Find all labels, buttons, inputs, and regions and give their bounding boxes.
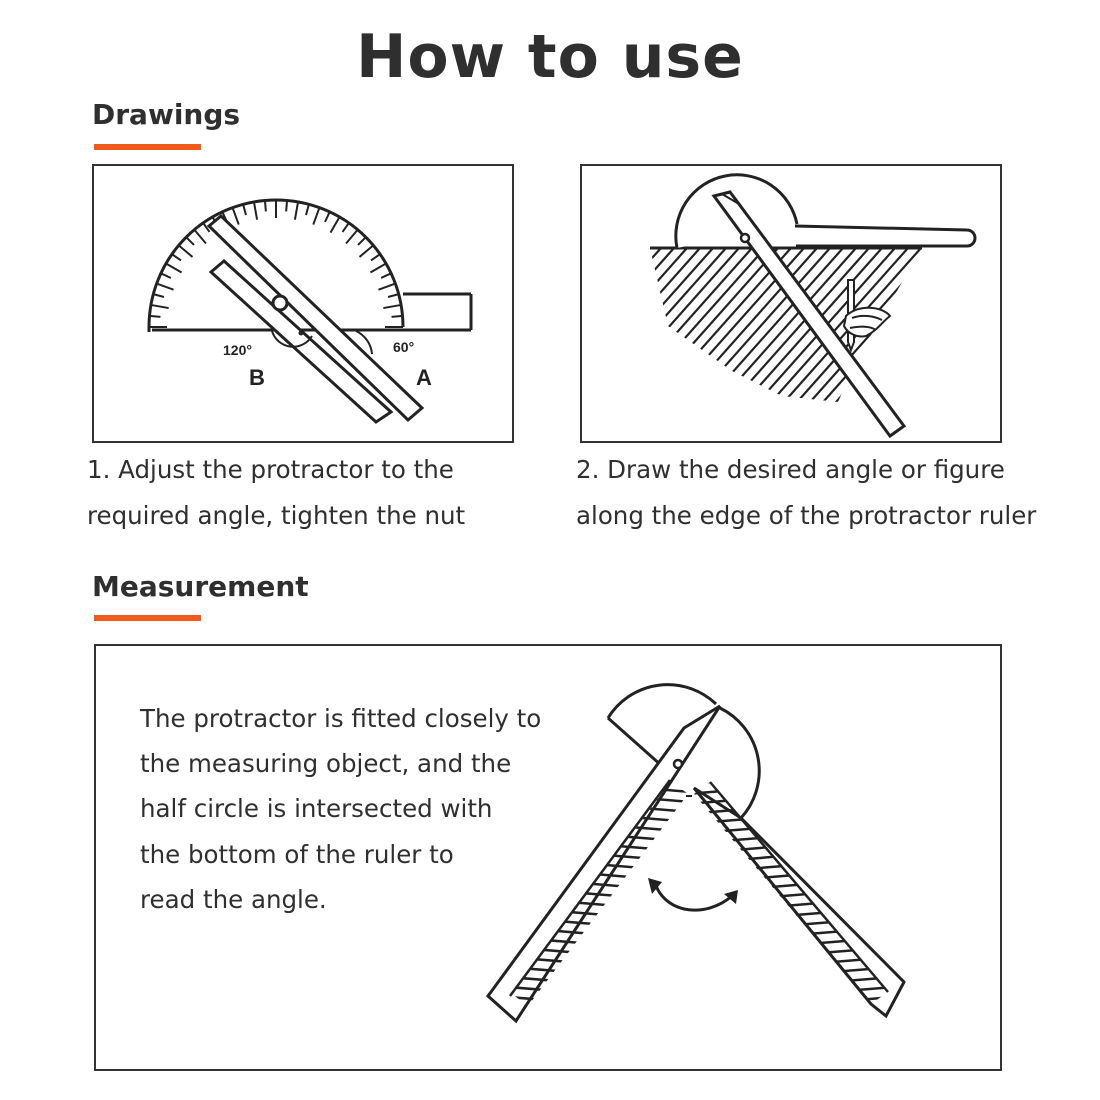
measurement-heading: Measurement xyxy=(92,570,309,603)
protractor-adjust-drawing xyxy=(94,166,516,445)
drawings-heading: Drawings xyxy=(92,98,241,131)
ruler-blade-left xyxy=(488,706,720,1021)
ruler-blade xyxy=(209,216,422,420)
measurement-description-line-3: half circle is intersected with xyxy=(140,794,493,823)
point-label-a: A xyxy=(416,365,432,390)
measurement-description-line-1: The protractor is fitted closely to xyxy=(140,704,542,733)
angle-measurement-drawing xyxy=(96,646,1000,1069)
rotation-arrow-icon xyxy=(656,886,732,910)
point-label-b: B xyxy=(249,365,265,390)
measurement-heading-underline xyxy=(94,615,201,621)
protractor-adjust-illustration xyxy=(92,164,514,443)
measurement-description-line-4: the bottom of the ruler to xyxy=(140,840,454,869)
caption-step-2-line-2: along the edge of the protractor ruler xyxy=(576,501,1037,530)
drawing-along-edge-illustration xyxy=(580,164,1002,443)
pivot-nut-icon xyxy=(674,760,682,768)
measurement-panel xyxy=(94,644,1002,1071)
caption-step-1-line-2: required angle, tighten the nut xyxy=(87,501,466,530)
drawing-along-edge-drawing xyxy=(582,166,1004,445)
protractor-arm xyxy=(795,226,975,246)
angle-label-60: 60° xyxy=(393,339,415,355)
pivot-nut-icon xyxy=(741,234,749,242)
page-title: How to use xyxy=(356,22,744,92)
caption-step-1-line-1: 1. Adjust the protractor to the xyxy=(87,455,454,484)
angle-label-120: 120° xyxy=(223,342,252,358)
pivot-nut-icon xyxy=(273,296,287,310)
caption-step-2-line-1: 2. Draw the desired angle or figure xyxy=(576,455,1005,484)
measurement-description-line-2: the measuring object, and the xyxy=(140,749,512,778)
drawings-heading-underline xyxy=(94,144,201,150)
measurement-description-line-5: read the angle. xyxy=(140,885,327,914)
